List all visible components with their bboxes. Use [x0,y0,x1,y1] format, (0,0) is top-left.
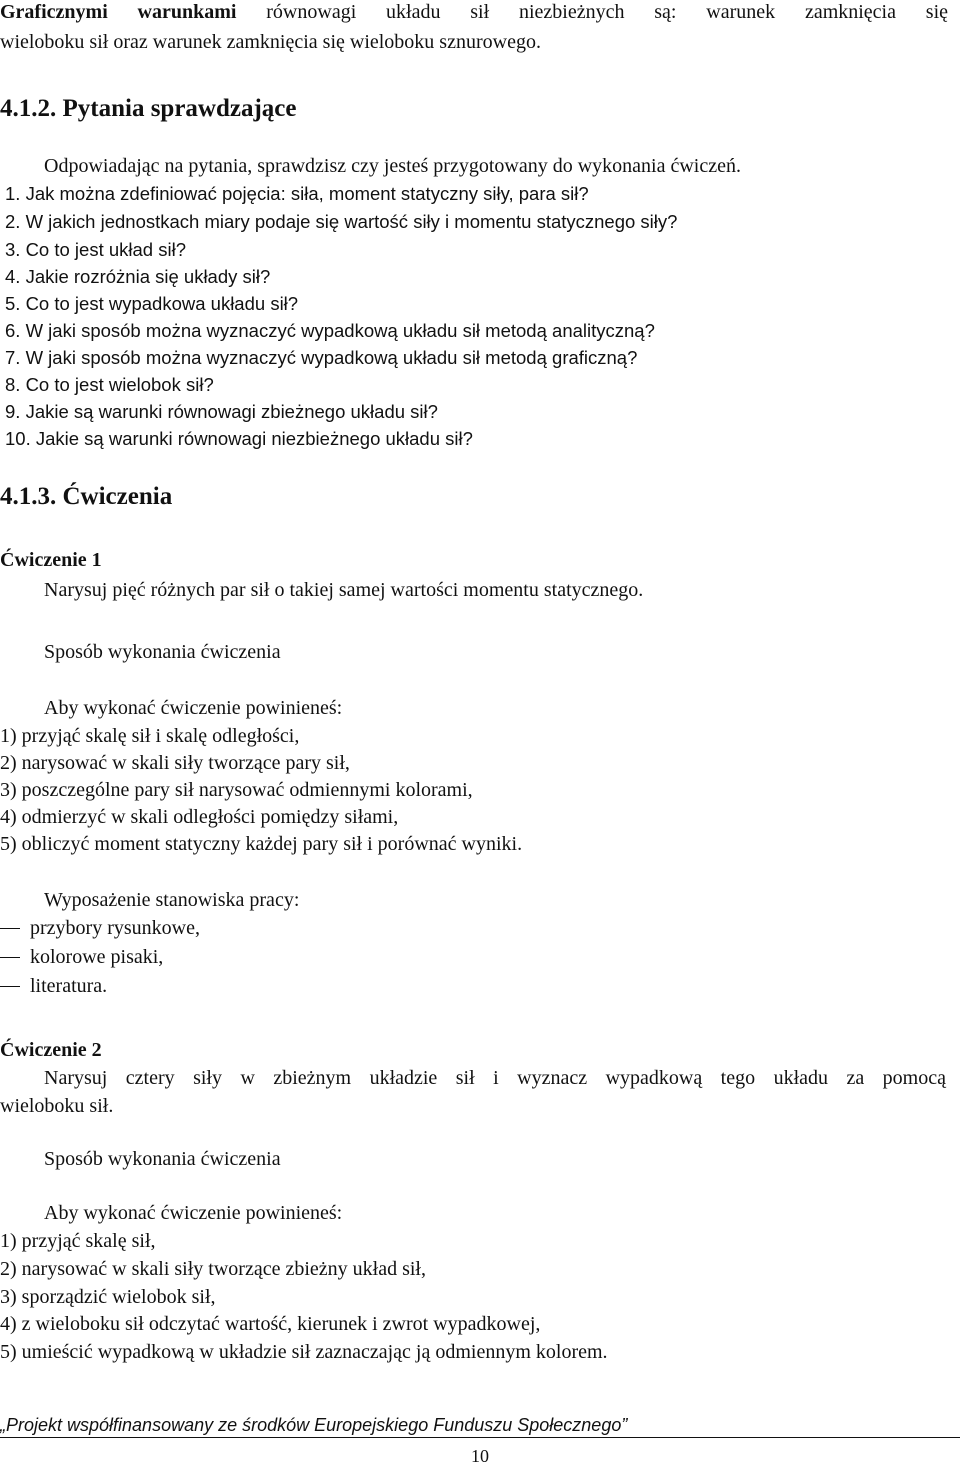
exercise-2-should-label: Aby wykonać ćwiczenie powinieneś: [44,1202,343,1224]
question-item: 10. Jakie są warunki równowagi niezbieżnego układu sił? [5,428,473,449]
exercise-2-task-line-2: wieloboku sił. [0,1095,114,1117]
equipment-label: Wyposażenie stanowiska pracy: [44,889,300,911]
question-item: 3. Co to jest układ sił? [5,239,186,260]
dash-bullet-icon [0,986,20,987]
exercise-1-step: 1) przyjąć skalę sił i skalę odległości, [0,725,300,747]
footer-project-note: „Projekt współfinansowany ze środków Europejskiego Funduszu Społecznego” [0,1415,628,1435]
exercise-1-step: 2) narysować w skali siły tworzące pary sił, [0,752,350,774]
exercise-2-title: Ćwiczenie 2 [0,1039,102,1061]
equipment-item: literatura. [0,974,400,998]
exercise-1-should-label: Aby wykonać ćwiczenie powinieneś: [44,697,343,719]
question-item: 4. Jakie rozróżnia się układy sił? [5,266,271,287]
question-item: 2. W jakich jednostkach miary podaje się wartość siły i momentu statycznego siły? [5,211,678,232]
exercise-1-method-label: Sposób wykonania ćwiczenia [44,641,281,663]
equipment-item: przybory rysunkowe, [0,916,400,940]
exercise-1-title: Ćwiczenie 1 [0,549,102,571]
exercise-1-step: 4) odmierzyć w skali odległości pomiędzy siłami, [0,806,399,828]
exercise-2-method-label: Sposób wykonania ćwiczenia [44,1148,281,1170]
intro-text: równowagi układu sił niezbieżnych są: warunek zamknięcia się [266,1,949,23]
exercise-2-step: 3) sporządzić wielobok sił, [0,1286,216,1308]
exercise-1-step: 5) obliczyć moment statyczny każdej pary sił i porównać wyniki. [0,833,523,855]
dash-bullet-icon [0,957,20,958]
exercise-2-task-line-1: Narysuj cztery siły w zbieżnym układzie sił i wyznacz wypadkową tego układu za pomocą [44,1067,946,1089]
section-heading-questions: 4.1.2. Pytania sprawdzające [0,95,297,122]
question-item: 9. Jakie są warunki równowagi zbieżnego układu sił? [5,401,438,422]
question-item: 8. Co to jest wielobok sił? [5,374,214,395]
page-number: 10 [471,1446,489,1466]
equipment-item: kolorowe pisaki, [0,945,400,969]
intro-line-1 [0,0,948,24]
question-item: 7. W jaki sposób można wyznaczyć wypadkową układu sił metodą graficzną? [5,347,638,368]
exercise-2-step: 2) narysować w skali siły tworzące zbieżny układ sił, [0,1258,426,1280]
exercise-1-task: Narysuj pięć różnych par sił o takiej samej wartości momentu statycznego. [44,579,644,601]
questions-lead: Odpowiadając na pytania, sprawdzisz czy jesteś przygotowany do wykonania ćwiczeń. [44,155,741,177]
question-item: 5. Co to jest wypadkowa układu sił? [5,293,299,314]
footer-divider [0,1437,960,1438]
question-item: 6. W jaki sposób można wyznaczyć wypadkową układu sił metodą analityczną? [5,320,655,341]
exercise-2-step: 1) przyjąć skalę sił, [0,1230,156,1252]
question-item: 1. Jak można zdefiniować pojęcia: siła, moment statyczny siły, para sił? [5,183,589,204]
section-heading-exercises: 4.1.3. Ćwiczenia [0,483,173,510]
intro-bold-phrase: Graficznymi warunkami [0,1,237,23]
intro-line-2: wieloboku sił oraz warunek zamknięcia się wieloboku sznurowego. [0,31,541,53]
exercise-1-step: 3) poszczególne pary sił narysować odmiennymi kolorami, [0,779,473,801]
dash-bullet-icon [0,928,20,929]
exercise-2-step: 5) umieścić wypadkową w układzie sił zaznaczając ją odmiennym kolorem. [0,1341,608,1363]
exercise-2-step: 4) z wieloboku sił odczytać wartość, kierunek i zwrot wypadkowej, [0,1313,541,1335]
